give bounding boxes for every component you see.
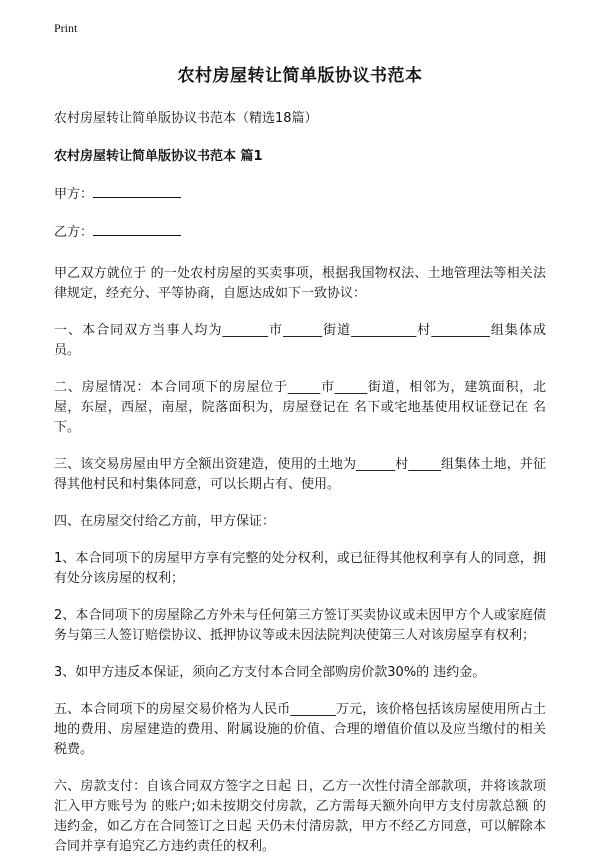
party-a-label: 甲方： [54, 187, 94, 202]
paragraph-6: 六、房款支付：自该合同双方签字之日起 日，乙方一次性付清全部款项，并将该款项汇入甲方账号为 的账户;如未按期交付房款，乙方需每天额外向甲方支付房款总额 的违约金，如乙方在合同签订之日起 天仍未付清房款，甲方不经乙方同意，可以解除本合同并享有追究乙方违约责任的权利。 [54, 779, 546, 854]
paragraph-1: 一、本合同双方当事人均为_______市______街道__________村_________组集体成员。 [54, 323, 546, 358]
party-a-blank [93, 184, 181, 198]
paragraph-4-2: 2、本合同项下的房屋除乙方外未与任何第三方签订买卖协议或未因甲方个人或家庭债务与第三人签订赔偿协议、抵押协议等或未因法院判决使第三人对该房屋享有权利； [54, 608, 546, 643]
paragraph-2: 二、房屋情况：本合同项下的房屋位于_____市_____街道，相邻为，建筑面积，北屋，东屋，西屋，南屋，院落面积为，房屋登记在 名下或宅地基使用权证登记在 名下。 [54, 380, 546, 435]
paragraph-5: 五、本合同项下的房屋交易价格为人民币_______万元，该价格包括该房屋使用所占土地的费用、房屋建造的费用、附属设施的价值、合理的增值价值以及应当缴付的相关税费。 [54, 702, 546, 757]
paragraph-3: 三、该交易房屋由甲方全额出资建造，使用的土地为______村_____组集体土地，并征得其他村民和村集体同意，可以长期占有、使用。 [54, 457, 546, 492]
paragraph-intro: 甲乙双方就位于 的一处农村房屋的买卖事项，根据我国物权法、土地管理法等相关法律规定，经充分、平等协商，自愿达成如下一致协议： [54, 266, 546, 301]
paragraph-4-1: 1、本合同项下的房屋甲方享有完整的处分权利，或已征得其他权利享有人的同意，拥有处分该房屋的权利； [54, 551, 546, 586]
party-b-label: 乙方： [54, 225, 94, 240]
party-a-line [54, 184, 546, 204]
section-heading: 农村房屋转让简单版协议书范本 篇1 [54, 149, 263, 164]
party-b-blank [93, 222, 181, 236]
print-link[interactable]: Print [54, 21, 78, 35]
document-title: 农村房屋转让简单版协议书范本 [177, 66, 423, 86]
paragraph-4: 四、在房屋交付给乙方前，甲方保证： [54, 514, 276, 529]
paragraph-4-3: 3、如甲方违反本保证，须向乙方支付本合同全部购房价款30%的 违约金。 [54, 665, 486, 680]
party-b-line [54, 222, 546, 242]
document-subtitle: 农村房屋转让简单版协议书范本（精选18篇） [54, 111, 318, 126]
